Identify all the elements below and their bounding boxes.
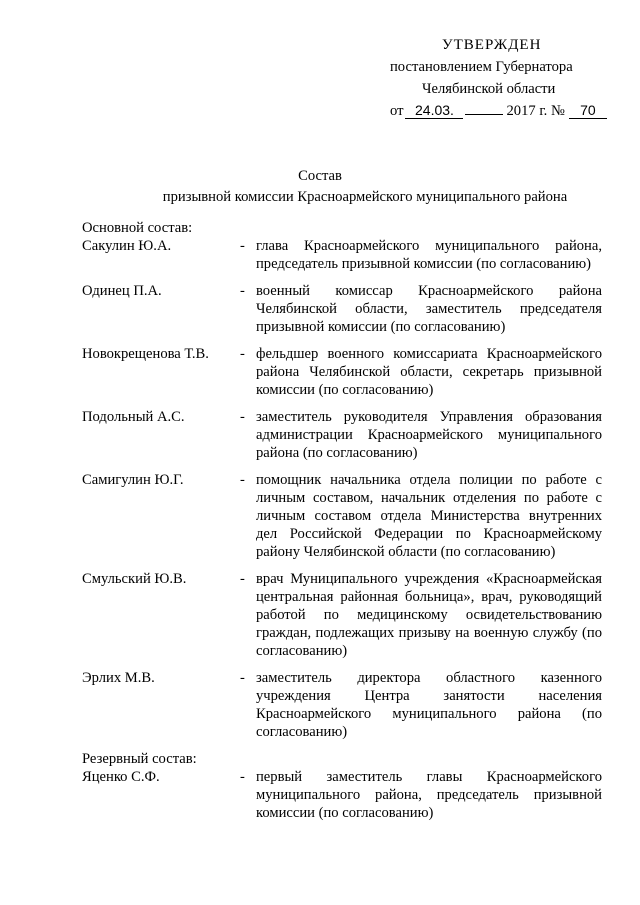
approval-number: 70 (569, 102, 607, 119)
approval-stamp-block (372, 34, 604, 122)
member-dash: - (240, 409, 245, 425)
member-position: первый заместитель главы Красноармейского муниципального района, председатель призывной комиссии (по согласованию) (256, 769, 602, 821)
member-row (82, 768, 602, 822)
member-dash: - (240, 283, 245, 299)
member-name: Смульский Ю.В. (82, 571, 187, 587)
reserve-composition-label: Резервный состав: (82, 751, 197, 767)
approval-date-underline (465, 114, 503, 115)
member-position: глава Красноармейского муниципального района, председатель призывной комиссии (по согласованию) (256, 238, 602, 272)
document-heading (0, 166, 640, 208)
main-composition-label: Основной состав: (82, 220, 193, 236)
approval-date-prefix: от (390, 103, 404, 119)
member-row (82, 282, 602, 336)
member-row (82, 669, 602, 741)
member-position: врач Муниципального учреждения «Красноармейская центральная районная больница», врач, руководящий работой по медицинскому освидетельствованию граждан, подлежащих призыву на военную службу (по согласованию) (256, 571, 602, 659)
member-name: Подольный А.С. (82, 409, 185, 425)
member-row (82, 570, 602, 660)
member-dash: - (240, 472, 245, 488)
approval-issuer: постановлением Губернатора (390, 59, 573, 75)
member-position: заместитель руководителя Управления образования администрации Красноармейского муниципального района (по согласованию) (256, 409, 602, 461)
member-dash: - (240, 238, 245, 254)
member-name: Эрлих М.В. (82, 670, 155, 686)
member-dash: - (240, 346, 245, 362)
member-name: Самигулин Ю.Г. (82, 472, 184, 488)
member-row (82, 408, 602, 462)
member-dash: - (240, 769, 245, 785)
approval-year-text: 2017 г. № (506, 103, 565, 119)
member-dash: - (240, 670, 245, 686)
heading-subtitle: призывной комиссии Красноармейского муниципального района (162, 189, 568, 205)
member-name: Новокрещенова Т.В. (82, 346, 209, 362)
member-row (82, 237, 602, 273)
member-name: Яценко С.Ф. (82, 769, 160, 785)
heading-title: Состав (298, 168, 342, 184)
member-position: заместитель директора областного казенного учреждения Центра занятости населения Красноармейского муниципального района (по согласованию) (256, 670, 602, 740)
member-dash: - (240, 571, 245, 587)
member-row (82, 345, 602, 399)
approval-title: УТВЕРЖДЕН (442, 37, 542, 53)
member-position: фельдшер военного комиссариата Красноармейского района Челябинской области, секретарь призывной комиссии (по согласованию) (256, 346, 602, 398)
member-row (82, 471, 602, 561)
member-position: помощник начальника отдела полиции по работе с личным составом, начальник отделения по работе с личным составом отдела Министерства внутренних дел Российской Федерации по Красноармейскому району Челябинской области (по согласованию) (256, 472, 602, 560)
approval-date-line (372, 100, 604, 122)
member-name: Сакулин Ю.А. (82, 238, 172, 254)
approval-region: Челябинской области (422, 81, 556, 97)
approval-date-value: 24.03. (405, 102, 463, 119)
commission-list (82, 219, 602, 831)
member-position: военный комиссар Красноармейского района Челябинской области, заместитель председателя призывной комиссии (по согласованию) (256, 283, 602, 335)
member-name: Одинец П.А. (82, 283, 162, 299)
